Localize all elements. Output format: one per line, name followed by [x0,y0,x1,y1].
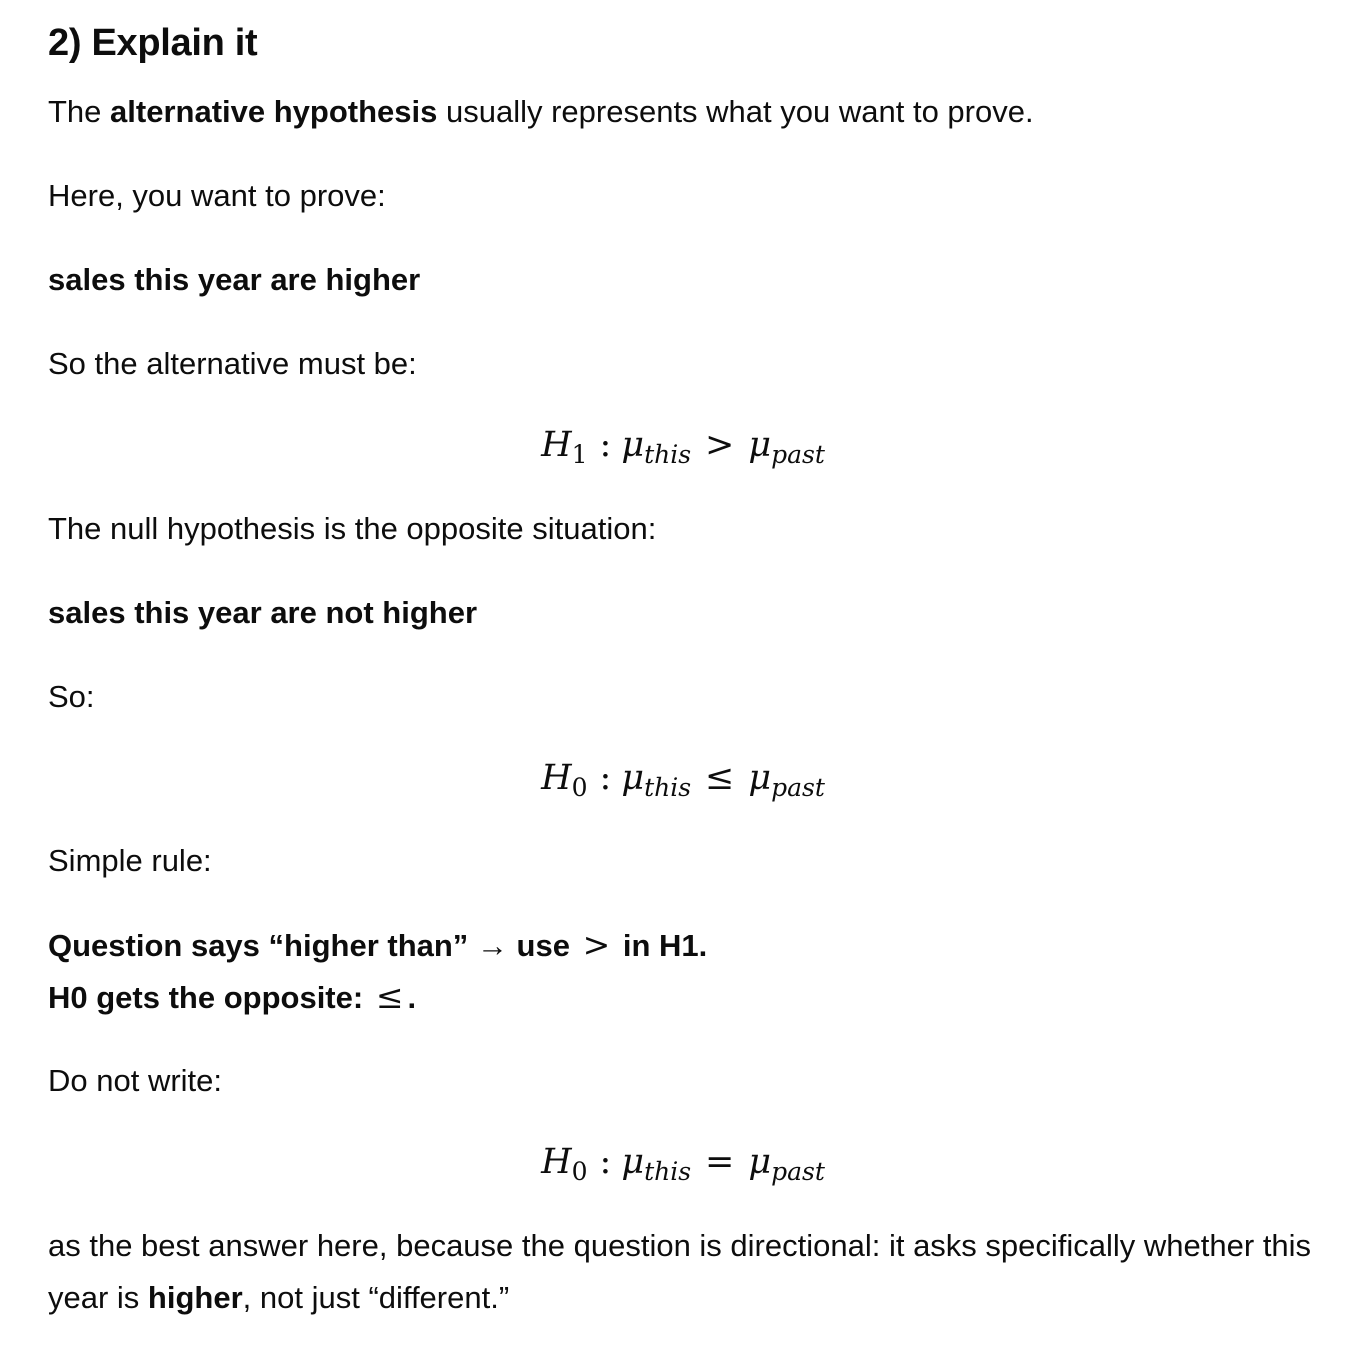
eq2-mu2-sub: past [771,773,825,802]
eq3-mu2-sub: past [771,1157,825,1186]
rule-line-2-operator: ≤ [375,977,404,1016]
claim-higher: sales this year are higher [48,262,421,297]
rule-line-2-post: . [407,980,417,1015]
intro-text-post: usually represents what you want to prove. [437,94,1034,129]
higher-term: higher [147,1280,243,1315]
conclusion-text-post: , not just “different.” [242,1280,510,1315]
conclusion-text-pre: as the best answer here, because the question is directional: it asks specifically whether this year is [48,1228,1312,1315]
eq3-mu1: μ [621,1142,645,1182]
eq3-mu1-sub: this [644,1157,692,1186]
eq1-mu2: μ [748,425,772,465]
so-paragraph: So: [48,679,95,714]
rule-line-2-pre: H0 gets the opposite: [48,980,372,1015]
eq2-lhs: H [541,758,572,798]
eq1-lhs: H [541,425,572,465]
eq1-mu1: μ [621,425,645,465]
do-not-write-paragraph: Do not write: [48,1063,223,1098]
eq2-lhs-sub: 0 [571,773,588,802]
intro-paragraph [48,86,1034,138]
prove-paragraph: Here, you want to prove: [48,178,386,213]
intro-text-pre: The [48,94,111,129]
eq3-lhs-sub: 0 [571,1157,588,1186]
alternative-paragraph: So the alternative must be: [48,346,417,381]
eq2-colon: : [599,758,612,798]
rule-line-2 [48,971,416,1024]
eq2-mu1-sub: this [644,773,692,802]
section-heading: 2) Explain it [48,22,258,64]
simple-rule-paragraph: Simple rule: [48,843,212,878]
eq2-operator: ≤ [705,758,735,798]
eq1-lhs-sub: 1 [571,440,588,469]
eq3-lhs: H [541,1142,572,1182]
claim-not-higher: sales this year are not higher [48,595,478,630]
eq3-operator: = [705,1142,735,1182]
eq1-mu2-sub: past [771,440,825,469]
null-paragraph: The null hypothesis is the opposite situation: [48,511,657,546]
equation-alternative [48,420,1318,473]
eq2-mu1: μ [621,758,645,798]
eq1-mu1-sub: this [644,440,692,469]
rule-line-1-post: in H1. [614,928,708,963]
equation-incorrect [48,1137,1318,1190]
eq2-mu2: μ [748,758,772,798]
conclusion-paragraph [48,1220,1333,1324]
eq3-mu2: μ [748,1142,772,1182]
rule-line-1-operator: > [582,925,611,964]
equation-null [48,753,1318,806]
rule-line-1-pre: Question says “higher than” → use [48,928,579,963]
rule-line-1 [48,919,707,972]
alternative-hypothesis-term: alternative hypothesis [110,94,438,129]
eq3-colon: : [599,1142,612,1182]
eq1-colon: : [599,425,612,465]
eq1-operator: > [705,425,735,465]
